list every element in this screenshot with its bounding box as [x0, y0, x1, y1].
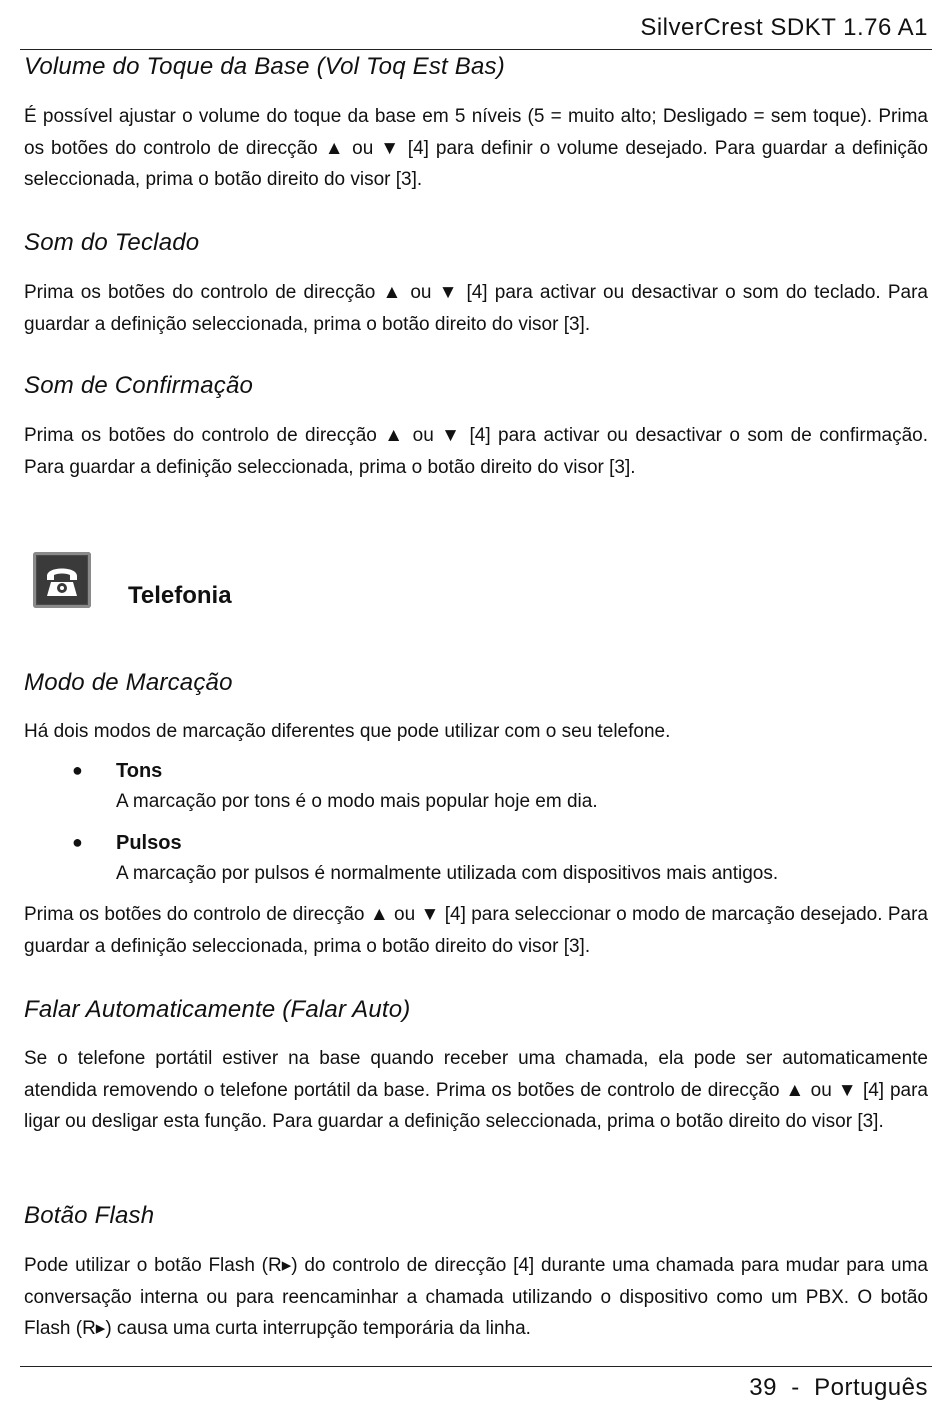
heading-volume-toque-base: Volume do Toque da Base (Vol Toq Est Bas) — [24, 53, 505, 80]
bullet-dot: ● — [72, 832, 83, 852]
paragraph-som-teclado: Prima os botões do controlo de direcção ▲ ou ▼ [4] para activar ou desactivar o som do teclado. Para guardar a definição seleccionada, prima o botão direito do visor [3]. — [24, 282, 928, 335]
document-title: SilverCrest SDKT 1.76 A1 — [640, 14, 928, 41]
page-number: 39 - Português — [749, 1374, 928, 1401]
bullet-title: Pulsos — [116, 832, 182, 854]
paragraph-modo-marcacao: Prima os botões do controlo de direcção ▲ ou ▼ [4] para seleccionar o modo de marcação desejado. Para guardar a definição seleccionada, prima o botão direito do visor [3]. — [24, 904, 928, 957]
paragraph-modo-marcacao-intro: Há dois modos de marcação diferentes que pode utilizar com o seu telefone. — [24, 721, 671, 742]
bullet-description: A marcação por pulsos é normalmente utilizada com dispositivos mais antigos. — [116, 863, 779, 884]
heading-modo-marcacao: Modo de Marcação — [24, 669, 233, 696]
heading-falar-automaticamente: Falar Automaticamente (Falar Auto) — [24, 996, 411, 1023]
telephone-icon — [33, 552, 91, 608]
paragraph-som-confirmacao: Prima os botões do controlo de direcção ▲ ou ▼ [4] para activar ou desactivar o som de confirmação. Para guardar a definição seleccionada, prima o botão direito do visor [3]. — [24, 425, 928, 478]
paragraph-volume-toque-base: É possível ajustar o volume do toque da base em 5 níveis (5 = muito alto; Desligado = sem toque). Prima os botões do controlo de direcção ▲ ou ▼ [4] para definir o volume desejado. Para guardar a definição seleccionada, prima o botão direito do visor [3]. — [24, 106, 928, 190]
heading-som-confirmacao: Som de Confirmação — [24, 372, 254, 399]
header-rule — [20, 49, 932, 50]
footer-rule — [20, 1366, 932, 1367]
bullet-title: Tons — [116, 760, 163, 782]
heading-som-teclado: Som do Teclado — [24, 229, 200, 256]
bullet-description: A marcação por tons é o modo mais popular hoje em dia. — [116, 791, 598, 812]
heading-botao-flash: Botão Flash — [24, 1202, 155, 1229]
paragraph-botao-flash: Pode utilizar o botão Flash (R▸) do controlo de direcção [4] durante uma chamada para mudar para uma conversação interna ou para reencaminhar a chamada utilizando o dispositivo como um PBX. O botão Flash (R▸) causa uma curta interrupção temporária da linha. — [24, 1255, 928, 1339]
bullet-dot: ● — [72, 760, 83, 780]
chapter-title: Telefonia — [128, 582, 232, 609]
paragraph-falar-automaticamente: Se o telefone portátil estiver na base quando receber uma chamada, ela pode ser automaticamente atendida removendo o telefone portátil da base. Prima os botões de controlo de direcção ▲ ou ▼ [4] para ligar ou desligar esta função. Para guardar a definição seleccionada, prima o botão direito do visor [3]. — [24, 1048, 928, 1132]
